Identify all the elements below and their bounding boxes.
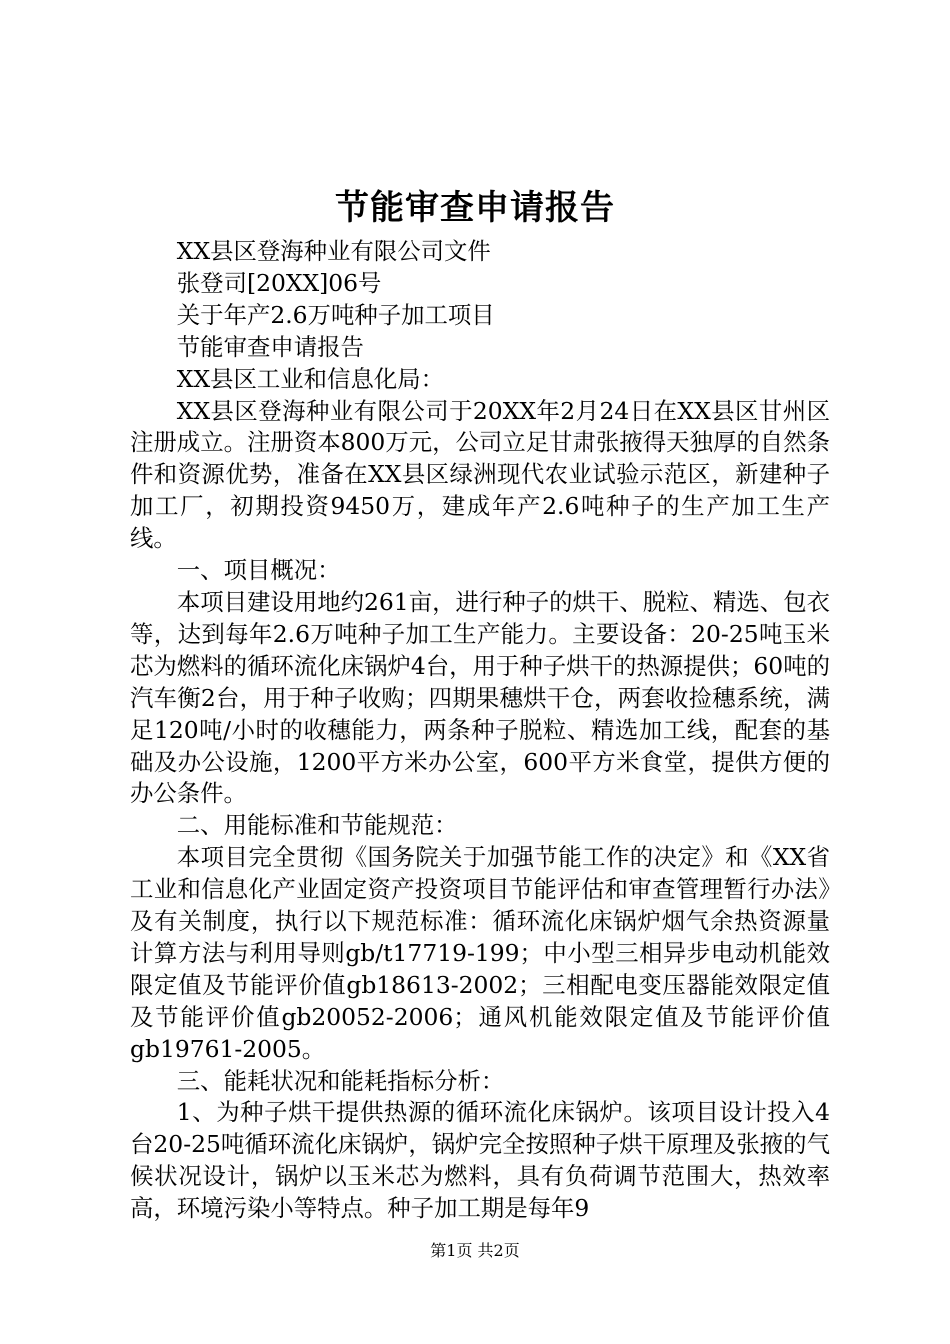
section-heading-3: 三、能耗状况和能耗指标分析： [176,1066,505,1095]
paragraph-company-header: XX县区登海种业有限公司文件 [176,237,491,265]
document-body [130,236,830,1225]
paragraph-recipient: XX县区工业和信息化局： [176,364,445,393]
paragraph-boiler-analysis: 1、为种子烘干提供热源的循环流化床锅炉。该项目设计投入4台20-25吨循环流化床锅炉，锅炉完全按照种子烘干原理及张掖的气候状况设计，锅炉以玉米芯为燃料，具有负荷调节范围大，热效率高，环境污染小等特点。种子加工期是每年9 [130,1098,830,1223]
paragraph-project-overview: 本项目建设用地约261亩，进行种子的烘干、脱粒、精选、包衣等，达到每年2.6万吨种子加工生产能力。主要设备：20-25吨玉米芯为燃料的循环流化床锅炉4台，用于种子烘干的热源提供；60吨的汽车衡2台，用于种子收购；四期果穗烘干仓，两套收捡穗系统，满足120吨/小时的收穗能力，两条种子脱粒、精选加工线，配套的基础及办公设施，1200平方米办公室，600平方米食堂，提供方便的办公条件。 [130,587,830,808]
paragraph-subject-line-1: 关于年产2.6万吨种子加工项目 [176,300,495,329]
document-title: 节能审查申请报告 [335,188,615,228]
paragraph-energy-standards: 本项目完全贯彻《国务院关于加强节能工作的决定》和《XX省工业和信息化产业固定资产投资项目节能评估和审查管理暂行办法》及有关制度，执行以下规范标准：循环流化床锅炉烟气余热资源量计算方法与利用导则gb/t17719-199；中小型三相异步电动机能效限定值及节能评价值gb18613-2002；三相配电变压器能效限定值及节能评价值gb20052-2006；通风机能效限定值及节能评价值gb19761-2005。 [130,843,830,1063]
paragraph-document-number: 张登司[20XX]06号 [176,268,382,297]
section-heading-2: 二、用能标准和节能规范： [176,811,458,840]
section-heading-1: 一、项目概况： [176,556,341,585]
paragraph-introduction: XX县区登海种业有限公司于20XX年2月24日在XX县区甘州区注册成立。注册资本800万元，公司立足甘肃张掖得天独厚的自然条件和资源优势，准备在XX县区绿洲现代农业试验示范区，新建种子加工厂，初期投资9450万，建成年产2.6吨种子的生产加工生产线。 [130,396,830,553]
page-footer: 第1页 共2页 [430,1241,520,1260]
paragraph-subject-line-2: 节能审查申请报告 [176,332,364,361]
